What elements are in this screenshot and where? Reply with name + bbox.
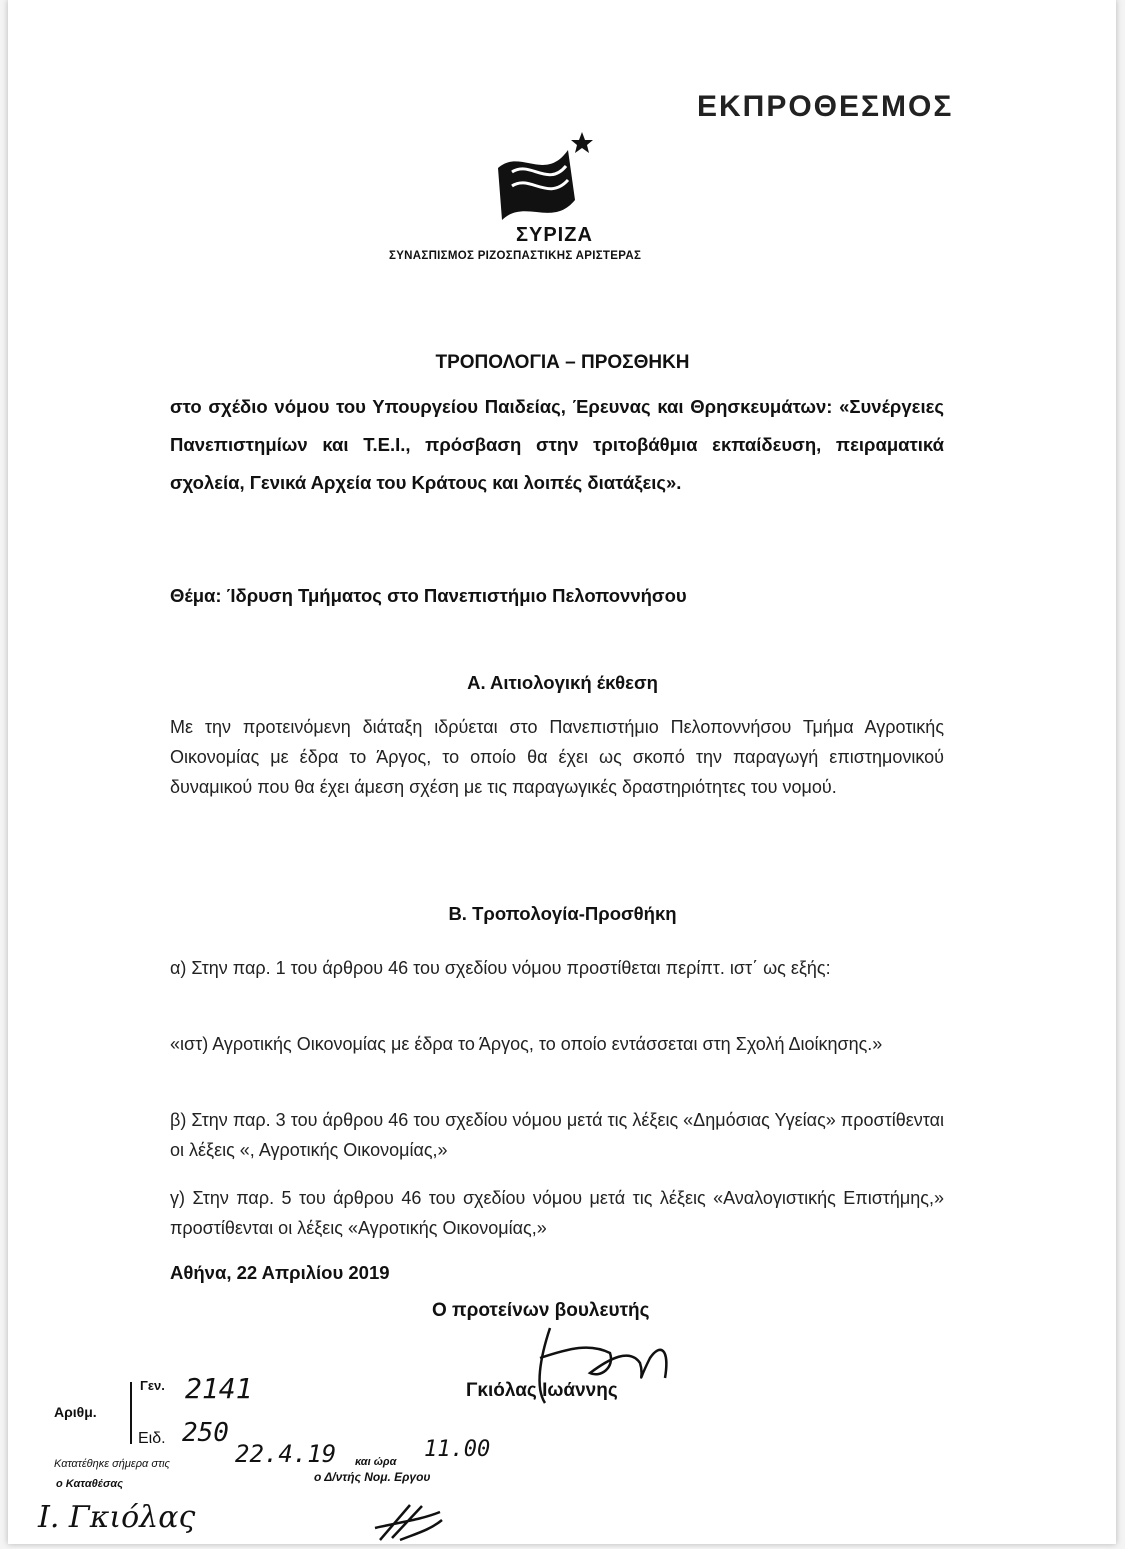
special-number-label: Ειδ.	[138, 1430, 166, 1447]
document-date: Αθήνα, 22 Απριλίου 2019	[170, 1262, 390, 1283]
amendment-paragraph: γ) Στην παρ. 5 του άρθρου 46 του σχεδίου νόμου μετά τις λέξεις «Αναλογιστικής Επιστήμης,» προστίθενται οι λέξεις «Αγροτικής Οικονομίας,»	[170, 1188, 944, 1238]
special-number-value: 250	[182, 1418, 229, 1448]
depositor-label: ο Καταθέσας	[56, 1478, 124, 1490]
general-number-label: Γεν.	[140, 1378, 165, 1393]
filed-label: Κατατέθηκε σήμερα στις	[54, 1458, 170, 1470]
amendment-paragraph: «ιστ) Αγροτικής Οικονομίας με έδρα το Άργος, το οποίο εντάσσεται στη Σχολή Διοίκησης.»	[170, 1034, 883, 1054]
hour-label: και ώρα	[355, 1456, 397, 1468]
section-a-heading: Α. Αιτιολογική έκθεση	[467, 672, 658, 693]
registration-divider	[130, 1382, 132, 1444]
depositor-signature: Ι. Γκιόλας	[38, 1500, 196, 1535]
document-title: ΤΡΟΠΟΛΟΓΙΑ – ΠΡΟΣΘΗΚΗ	[435, 352, 690, 373]
section-a-body: Με την προτεινόμενη διάταξη ιδρύεται στο Πανεπιστήμιο Πελοποννήσου Τμήμα Αγροτικής Οικονομίας με έδρα το Άργος, το οποίο θα έχει ως σκοπό την παραγωγή επιστημονικού δυναμικού που θα έχει άμεση σχέση με τις παραγωγικές δραστηριότητες του νομού.	[170, 717, 944, 797]
amendment-paragraph: α) Στην παρ. 1 του άρθρου 46 του σχεδίου νόμου προστίθεται περίπτ. ιστ΄ ως εξής:	[170, 958, 831, 978]
director-label: ο Δ/ντής Νομ. Εργου	[314, 1470, 431, 1484]
party-full-name: ΣΥΝΑΣΠΙΣΜΟΣ ΡΙΖΟΣΠΑΣΤΙΚΗΣ ΑΡΙΣΤΕΡΑΣ	[389, 250, 642, 262]
subject-label: Θέμα:	[170, 585, 222, 606]
party-name: ΣΥΡΙΖΑ	[516, 224, 593, 246]
filed-date: 22.4.19	[235, 1440, 337, 1468]
late-stamp: ΕΚΠΡΟΘΕΣΜΟΣ	[697, 90, 954, 123]
subject-text: Ίδρυση Τμήματος στο Πανεπιστήμιο Πελοποννήσου	[226, 585, 687, 606]
amendment-paragraph: β) Στην παρ. 3 του άρθρου 46 του σχεδίου νόμου μετά τις λέξεις «Δημόσιας Υγείας» προστίθενται οι λέξεις «, Αγροτικής Οικονομίας,»	[170, 1110, 944, 1160]
flag-star-icon	[490, 128, 600, 228]
document-intro: στο σχέδιο νόμου του Υπουργείου Παιδείας, Έρευνας και Θρησκευμάτων: «Συνέργειες Πανεπιστημίων και Τ.Ε.Ι., πρόσβαση στην τριτοβάθμια εκπαίδευση, πειραματικά σχολεία, Γενικά Αρχεία του Κράτους και λοιπές διατάξεις».	[170, 396, 944, 493]
director-signature	[370, 1500, 450, 1549]
proposer-title: Ο προτείνων βουλευτής	[432, 1300, 650, 1321]
proposer-name: Γκιόλας Ιωάννης	[466, 1380, 618, 1401]
party-logo	[490, 128, 600, 233]
registration-number-label: Αριθμ.	[54, 1404, 97, 1420]
hour-value: 11.00	[424, 1437, 491, 1462]
section-b-heading: Β. Τροπολογία-Προσθήκη	[448, 903, 677, 924]
subject-line	[170, 585, 687, 607]
general-number-value: 2141	[185, 1372, 253, 1405]
